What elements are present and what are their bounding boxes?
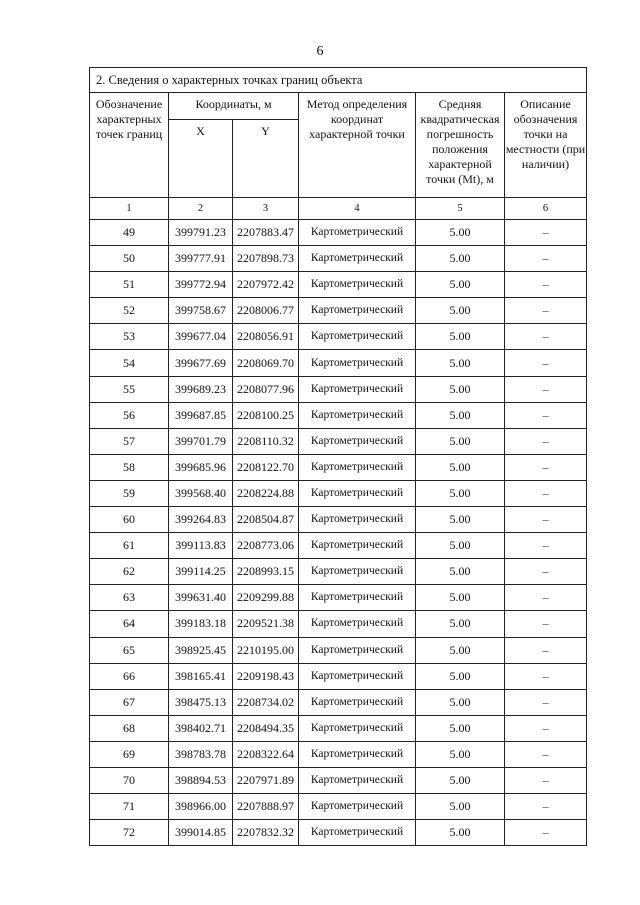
- description-cell: –: [505, 637, 587, 663]
- boundary-points-table: [89, 67, 587, 846]
- table-row: [90, 324, 587, 350]
- method-cell: Картометрический: [299, 663, 416, 689]
- y-coordinate-cell: 2209299.88: [233, 585, 299, 611]
- table-row: [90, 585, 587, 611]
- table-row: [90, 428, 587, 454]
- x-coordinate-cell: 398894.53: [169, 767, 233, 793]
- x-coordinate-cell: 399701.79: [169, 428, 233, 454]
- x-coordinate-cell: 399677.69: [169, 350, 233, 376]
- accuracy-cell: 5.00: [416, 454, 505, 480]
- method-cell: Картометрический: [299, 533, 416, 559]
- description-cell: –: [505, 272, 587, 298]
- x-coordinate-cell: 398475.13: [169, 689, 233, 715]
- accuracy-cell: 5.00: [416, 585, 505, 611]
- method-cell: Картометрический: [299, 559, 416, 585]
- description-cell: –: [505, 428, 587, 454]
- y-coordinate-cell: 2208100.25: [233, 402, 299, 428]
- x-coordinate-cell: 399014.85: [169, 820, 233, 846]
- accuracy-cell: 5.00: [416, 376, 505, 402]
- description-cell: –: [505, 585, 587, 611]
- y-coordinate-cell: 2208122.70: [233, 454, 299, 480]
- method-cell: Картометрический: [299, 428, 416, 454]
- accuracy-cell: 5.00: [416, 480, 505, 506]
- table-row: [90, 220, 587, 246]
- accuracy-cell: 5.00: [416, 272, 505, 298]
- description-cell: –: [505, 689, 587, 715]
- x-coordinate-cell: 398402.71: [169, 715, 233, 741]
- table-row: [90, 533, 587, 559]
- x-coordinate-cell: 399689.23: [169, 376, 233, 402]
- accuracy-cell: 5.00: [416, 663, 505, 689]
- description-cell: –: [505, 507, 587, 533]
- accuracy-cell: 5.00: [416, 767, 505, 793]
- accuracy-cell: 5.00: [416, 350, 505, 376]
- x-coordinate-cell: 399685.96: [169, 454, 233, 480]
- description-cell: –: [505, 533, 587, 559]
- x-coordinate-cell: 399758.67: [169, 298, 233, 324]
- point-cell: 52: [90, 298, 169, 324]
- table-row: [90, 794, 587, 820]
- description-cell: –: [505, 350, 587, 376]
- y-coordinate-cell: 2208110.32: [233, 428, 299, 454]
- method-cell: Картометрический: [299, 767, 416, 793]
- page-number: 6: [316, 44, 324, 59]
- description-cell: –: [505, 663, 587, 689]
- accuracy-cell: 5.00: [416, 741, 505, 767]
- description-cell: –: [505, 454, 587, 480]
- x-coordinate-cell: 399264.83: [169, 507, 233, 533]
- column-number: 5: [416, 198, 505, 220]
- y-coordinate-cell: 2207971.89: [233, 767, 299, 793]
- header-coordinates: Координаты, м: [169, 93, 299, 120]
- point-cell: 65: [90, 637, 169, 663]
- header-description: Описание обозначения точки на местности (при наличии): [505, 93, 587, 198]
- header-accuracy: Средняя квадратическая погрешность положения характерной точки (Mt), м: [416, 93, 505, 198]
- accuracy-cell: 5.00: [416, 715, 505, 741]
- method-cell: Картометрический: [299, 454, 416, 480]
- method-cell: Картометрический: [299, 298, 416, 324]
- header-method: Метод определения координат характерной точки: [299, 93, 416, 198]
- x-coordinate-cell: 399183.18: [169, 611, 233, 637]
- point-cell: 54: [90, 350, 169, 376]
- accuracy-cell: 5.00: [416, 507, 505, 533]
- y-coordinate-cell: 2208069.70: [233, 350, 299, 376]
- method-cell: Картометрический: [299, 689, 416, 715]
- method-cell: Картометрический: [299, 376, 416, 402]
- method-cell: Картометрический: [299, 272, 416, 298]
- point-cell: 63: [90, 585, 169, 611]
- table-row: [90, 689, 587, 715]
- point-cell: 70: [90, 767, 169, 793]
- y-coordinate-cell: 2208077.96: [233, 376, 299, 402]
- header-point-designation: Обозначение характерных точек границ: [90, 93, 169, 198]
- table-row: [90, 741, 587, 767]
- y-coordinate-cell: 2208734.02: [233, 689, 299, 715]
- y-coordinate-cell: 2208224.88: [233, 480, 299, 506]
- accuracy-cell: 5.00: [416, 324, 505, 350]
- x-coordinate-cell: 399772.94: [169, 272, 233, 298]
- point-cell: 50: [90, 246, 169, 272]
- accuracy-cell: 5.00: [416, 637, 505, 663]
- column-number: 1: [90, 198, 169, 220]
- point-cell: 62: [90, 559, 169, 585]
- description-cell: –: [505, 376, 587, 402]
- method-cell: Картометрический: [299, 324, 416, 350]
- x-coordinate-cell: 399677.04: [169, 324, 233, 350]
- accuracy-cell: 5.00: [416, 689, 505, 715]
- y-coordinate-cell: 2207898.73: [233, 246, 299, 272]
- point-cell: 71: [90, 794, 169, 820]
- section-title: 2. Сведения о характерных точках границ объекта: [90, 68, 587, 93]
- description-cell: –: [505, 767, 587, 793]
- accuracy-cell: 5.00: [416, 220, 505, 246]
- point-cell: 53: [90, 324, 169, 350]
- x-coordinate-cell: 398165.41: [169, 663, 233, 689]
- accuracy-cell: 5.00: [416, 794, 505, 820]
- description-cell: –: [505, 480, 587, 506]
- y-coordinate-cell: 2209521.38: [233, 611, 299, 637]
- point-cell: 68: [90, 715, 169, 741]
- point-cell: 56: [90, 402, 169, 428]
- section-title-row: [90, 68, 587, 93]
- accuracy-cell: 5.00: [416, 428, 505, 454]
- description-cell: –: [505, 324, 587, 350]
- header-x: X: [169, 120, 233, 198]
- point-cell: 57: [90, 428, 169, 454]
- y-coordinate-cell: 2207832.32: [233, 820, 299, 846]
- x-coordinate-cell: 398783.78: [169, 741, 233, 767]
- point-cell: 67: [90, 689, 169, 715]
- y-coordinate-cell: 2208993.15: [233, 559, 299, 585]
- description-cell: –: [505, 715, 587, 741]
- y-coordinate-cell: 2208056.91: [233, 324, 299, 350]
- x-coordinate-cell: 399791.23: [169, 220, 233, 246]
- description-cell: –: [505, 246, 587, 272]
- table-row: [90, 663, 587, 689]
- table-row: [90, 454, 587, 480]
- table-row: [90, 246, 587, 272]
- point-cell: 61: [90, 533, 169, 559]
- x-coordinate-cell: 399568.40: [169, 480, 233, 506]
- y-coordinate-cell: 2208006.77: [233, 298, 299, 324]
- table-row: [90, 480, 587, 506]
- x-coordinate-cell: 399113.83: [169, 533, 233, 559]
- point-cell: 58: [90, 454, 169, 480]
- y-coordinate-cell: 2208773.06: [233, 533, 299, 559]
- header-y: Y: [233, 120, 299, 198]
- accuracy-cell: 5.00: [416, 559, 505, 585]
- description-cell: –: [505, 298, 587, 324]
- column-number: 3: [233, 198, 299, 220]
- table-row: [90, 820, 587, 846]
- y-coordinate-cell: 2207883.47: [233, 220, 299, 246]
- method-cell: Картометрический: [299, 794, 416, 820]
- description-cell: –: [505, 611, 587, 637]
- method-cell: Картометрический: [299, 637, 416, 663]
- y-coordinate-cell: 2208504.87: [233, 507, 299, 533]
- method-cell: Картометрический: [299, 611, 416, 637]
- description-cell: –: [505, 402, 587, 428]
- accuracy-cell: 5.00: [416, 820, 505, 846]
- table-row: [90, 272, 587, 298]
- table-row: [90, 767, 587, 793]
- column-number: 6: [505, 198, 587, 220]
- table-row: [90, 715, 587, 741]
- table-row: [90, 376, 587, 402]
- y-coordinate-cell: 2207972.42: [233, 272, 299, 298]
- header-row-1: [90, 93, 587, 120]
- table-row: [90, 611, 587, 637]
- point-cell: 49: [90, 220, 169, 246]
- y-coordinate-cell: 2209198.43: [233, 663, 299, 689]
- method-cell: Картометрический: [299, 246, 416, 272]
- point-cell: 51: [90, 272, 169, 298]
- column-number: 2: [169, 198, 233, 220]
- x-coordinate-cell: 399631.40: [169, 585, 233, 611]
- accuracy-cell: 5.00: [416, 611, 505, 637]
- accuracy-cell: 5.00: [416, 533, 505, 559]
- point-cell: 60: [90, 507, 169, 533]
- description-cell: –: [505, 794, 587, 820]
- point-cell: 64: [90, 611, 169, 637]
- method-cell: Картометрический: [299, 402, 416, 428]
- y-coordinate-cell: 2208494.35: [233, 715, 299, 741]
- method-cell: Картометрический: [299, 741, 416, 767]
- description-cell: –: [505, 820, 587, 846]
- point-cell: 55: [90, 376, 169, 402]
- accuracy-cell: 5.00: [416, 298, 505, 324]
- x-coordinate-cell: 398925.45: [169, 637, 233, 663]
- column-number: 4: [299, 198, 416, 220]
- table-row: [90, 559, 587, 585]
- description-cell: –: [505, 741, 587, 767]
- y-coordinate-cell: 2208322.64: [233, 741, 299, 767]
- x-coordinate-cell: 398966.00: [169, 794, 233, 820]
- column-number-row: [90, 198, 587, 220]
- method-cell: Картометрический: [299, 507, 416, 533]
- x-coordinate-cell: 399687.85: [169, 402, 233, 428]
- y-coordinate-cell: 2210195.00: [233, 637, 299, 663]
- point-cell: 59: [90, 480, 169, 506]
- method-cell: Картометрический: [299, 585, 416, 611]
- accuracy-cell: 5.00: [416, 246, 505, 272]
- table-row: [90, 350, 587, 376]
- method-cell: Картометрический: [299, 820, 416, 846]
- method-cell: Картометрический: [299, 220, 416, 246]
- x-coordinate-cell: 399114.25: [169, 559, 233, 585]
- method-cell: Картометрический: [299, 480, 416, 506]
- table-row: [90, 298, 587, 324]
- method-cell: Картометрический: [299, 350, 416, 376]
- table-row: [90, 637, 587, 663]
- x-coordinate-cell: 399777.91: [169, 246, 233, 272]
- point-cell: 66: [90, 663, 169, 689]
- table-row: [90, 507, 587, 533]
- y-coordinate-cell: 2207888.97: [233, 794, 299, 820]
- accuracy-cell: 5.00: [416, 402, 505, 428]
- description-cell: –: [505, 559, 587, 585]
- point-cell: 72: [90, 820, 169, 846]
- point-cell: 69: [90, 741, 169, 767]
- method-cell: Картометрический: [299, 715, 416, 741]
- description-cell: –: [505, 220, 587, 246]
- table-row: [90, 402, 587, 428]
